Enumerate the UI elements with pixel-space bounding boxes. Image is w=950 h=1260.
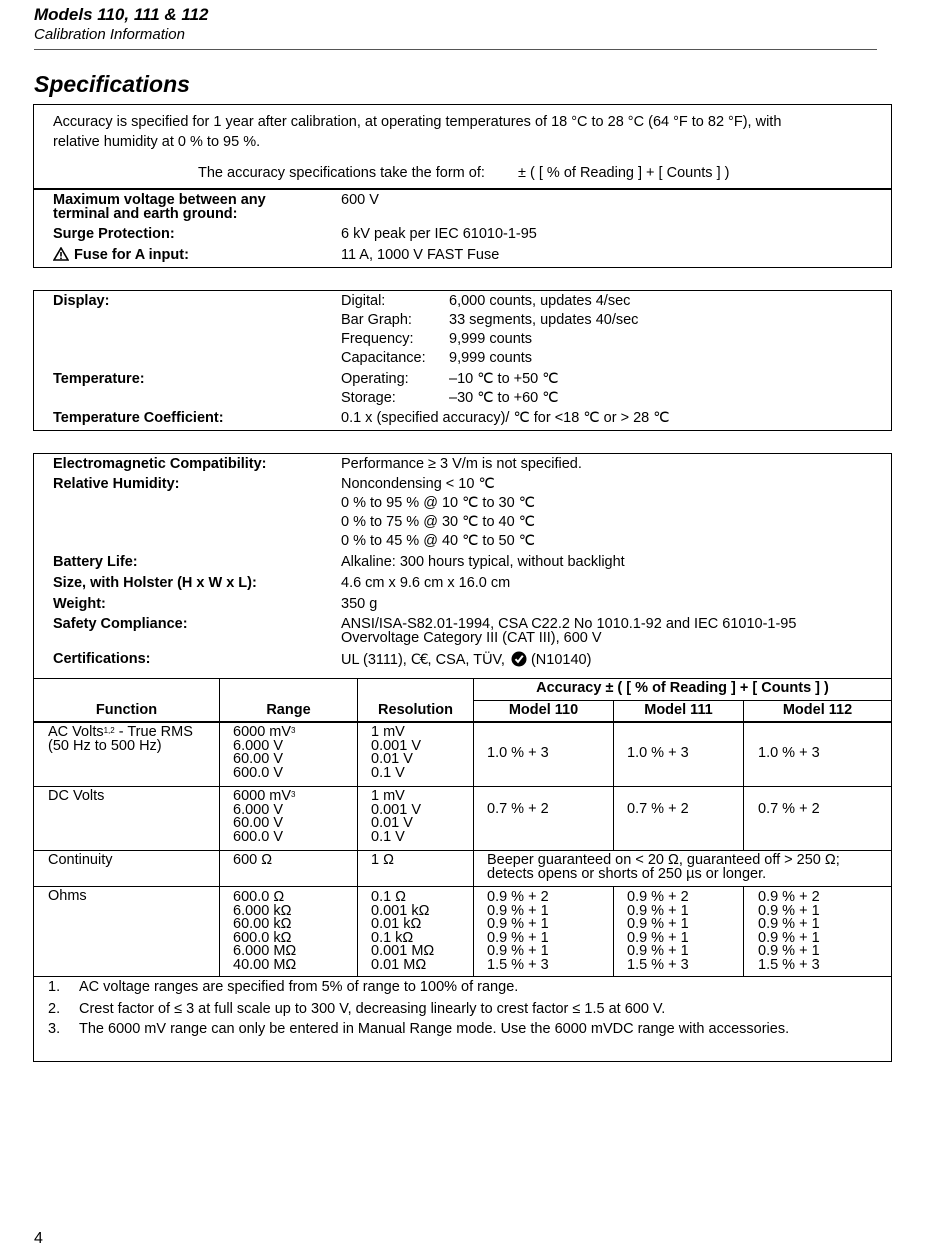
resolution-cell: [371, 891, 434, 973]
accuracy-form-value: ± ( [ % of Reading ] + [ Counts ] ): [518, 165, 730, 181]
continuity-note-1: Beeper guaranteed on < 20 Ω, guaranteed off > 250 Ω;: [487, 852, 840, 868]
resolution-value: 0.001 V: [371, 737, 421, 754]
footnote-ref: 3: [291, 790, 296, 799]
humidity-value: 0 % to 95 % @ 10 ℃ to 30 ℃: [341, 495, 535, 511]
accuracy-value: 0.9 % + 1: [758, 929, 820, 946]
max-voltage-label-2: terminal and earth ground:: [53, 206, 238, 222]
section-title: Specifications: [34, 71, 190, 97]
accuracy-value: 1.5 % + 3: [758, 956, 820, 973]
range-value: 60.00 V: [233, 751, 283, 768]
surge-value: 6 kV peak per IEC 61010-1-95: [341, 226, 537, 242]
size-label: Size, with Holster (H x W x L):: [53, 575, 257, 591]
display-value: 33 segments, updates 40/sec: [449, 312, 639, 328]
accuracy-value: 1.5 % + 3: [627, 956, 689, 973]
note-number: 3.: [48, 1021, 61, 1037]
fuse-label: Fuse for A input:: [74, 247, 189, 263]
table-row-rule: [34, 786, 891, 787]
note-text: The 6000 mV range can only be entered in Manual Range mode. Use the 6000 mVDC range with accessories.: [79, 1021, 790, 1037]
size-value: 4.6 cm x 9.6 cm x 16.0 cm: [341, 575, 511, 591]
range-cell: [233, 891, 296, 973]
resolution-value: 0.001 V: [371, 801, 421, 818]
display-key: Bar Graph:: [341, 312, 412, 328]
accuracy-value: 0.9 % + 1: [627, 943, 689, 960]
accuracy-value: 0.9 % + 1: [487, 902, 549, 919]
range-value: 600.0 Ω: [233, 889, 285, 905]
battery-value: Alkaline: 300 hours typical, without backlight: [341, 554, 625, 570]
range-value: 6000 mV: [233, 788, 292, 804]
function-name: AC Volts: [48, 724, 104, 740]
display-key: Frequency:: [341, 331, 414, 347]
accuracy-value: 0.9 % + 1: [758, 916, 820, 933]
fuse-row-label: [53, 247, 189, 264]
cert-suffix: (N10140): [530, 652, 592, 668]
range-value: 6000 mV: [233, 724, 292, 740]
range-cell: [233, 726, 296, 780]
temperature-value: –30 ℃ to +60 ℃: [449, 390, 559, 406]
accuracy-m112: 1.0 % + 3: [758, 745, 820, 761]
cert-mid: , CSA, TÜV,: [427, 652, 505, 668]
table-accuracy-header: Accuracy ± ( [ % of Reading ] + [ Counts ] ): [536, 680, 829, 696]
resolution-value: 0.01 kΩ: [371, 916, 422, 933]
temp-coeff-label: Temperature Coefficient:: [53, 410, 224, 426]
table-col-rule: [743, 886, 744, 976]
display-value: 6,000 counts, updates 4/sec: [449, 293, 631, 309]
display-value: 9,999 counts: [449, 350, 533, 366]
display-label: Display:: [53, 293, 110, 309]
humidity-label: Relative Humidity:: [53, 476, 180, 492]
accuracy-m110: 0.7 % + 2: [487, 801, 549, 817]
header-subtitle: Calibration Information: [34, 26, 185, 43]
weight-label: Weight:: [53, 596, 106, 612]
accuracy-value: 0.9 % + 2: [627, 889, 689, 905]
table-header-model111: Model 111: [644, 702, 713, 718]
page-number: 4: [34, 1230, 43, 1247]
table-col-rule: [743, 700, 744, 850]
table-header-range: Range: [266, 702, 311, 718]
range-value: 60.00 kΩ: [233, 916, 292, 933]
display-key: Capacitance:: [341, 350, 426, 366]
table-col-rule: [613, 700, 614, 850]
range-value: 6.000 MΩ: [233, 943, 297, 960]
table-accuracy-rule: [474, 700, 891, 701]
accuracy-m111: [627, 891, 689, 973]
accuracy-value: 0.9 % + 1: [627, 916, 689, 933]
fuse-value: 11 A, 1000 V FAST Fuse: [341, 247, 500, 263]
range-value: 600.0 V: [233, 764, 283, 781]
accuracy-intro-line1: Accuracy is specified for 1 year after calibration, at operating temperatures of 18 °C to 28 °C (64 °F to 82 °F), with: [53, 114, 782, 130]
resolution-cell: [371, 790, 421, 844]
accuracy-box: [33, 104, 892, 268]
range-value: 600.0 kΩ: [233, 929, 292, 946]
row-function: Continuity: [48, 852, 113, 868]
note-number: 2.: [48, 1001, 61, 1017]
resolution-cell: [371, 726, 421, 780]
footnote-ref: 3: [291, 726, 296, 735]
accuracy-m111: 0.7 % + 2: [627, 801, 689, 817]
table-col-rule: [473, 678, 474, 976]
range-cell: [233, 790, 296, 844]
range-value: 6.000 V: [233, 737, 283, 754]
note-text: Crest factor of ≤ 3 at full scale up to 300 V, decreasing linearly to crest factor ≤ 1.5 at 600 V.: [79, 1001, 666, 1017]
accuracy-m111: 1.0 % + 3: [627, 745, 689, 761]
table-header-model112: Model 112: [782, 702, 853, 718]
max-voltage-label-1: Maximum voltage between any: [53, 192, 266, 208]
max-voltage-value: 600 V: [341, 192, 379, 208]
ce-mark: C€: [410, 652, 428, 668]
table-header-function: Function: [95, 702, 158, 718]
table-bottom-rule: [34, 976, 891, 977]
resolution-value: 0.01 V: [371, 751, 413, 768]
emc-label: Electromagnetic Compatibility:: [53, 456, 267, 472]
range-value: 6.000 V: [233, 801, 283, 818]
emc-value: Performance ≥ 3 V/m is not specified.: [341, 456, 582, 472]
battery-label: Battery Life:: [53, 554, 138, 570]
temperature-key: Storage:: [341, 390, 396, 406]
table-header-resolution: Resolution: [378, 702, 453, 718]
display-key: Digital:: [341, 293, 386, 309]
table-row-rule: [34, 886, 891, 887]
table-header-model110: Model 110: [508, 702, 579, 718]
accuracy-value: 0.9 % + 1: [487, 929, 549, 946]
accuracy-m112: 0.7 % + 2: [758, 801, 820, 817]
accuracy-value: 0.9 % + 1: [627, 929, 689, 946]
safety-label: Safety Compliance:: [53, 616, 188, 632]
range-value: 6.000 kΩ: [233, 902, 292, 919]
footnote-ref: 1,2: [103, 726, 115, 735]
temperature-value: –10 ℃ to +50 ℃: [449, 371, 559, 387]
table-top-rule: [34, 678, 891, 679]
table-col-rule: [613, 886, 614, 976]
accuracy-m110: 1.0 % + 3: [487, 745, 549, 761]
resolution-value: 0.01 MΩ: [371, 956, 427, 973]
range-value: 40.00 MΩ: [233, 956, 297, 973]
accuracy-intro-line2: relative humidity at 0 % to 95 %.: [53, 134, 261, 150]
accuracy-value: 0.9 % + 1: [758, 943, 820, 960]
table-row-rule: [34, 850, 891, 851]
resolution-value: 0.1 kΩ: [371, 929, 414, 946]
range-value: 600 Ω: [233, 852, 273, 868]
table-col-rule: [219, 678, 220, 976]
accuracy-m112: [758, 891, 820, 973]
header-title: Models 110, 111 & 112: [34, 5, 209, 24]
csa-c-tick-icon: [511, 651, 527, 667]
accuracy-divider: [34, 188, 891, 190]
display-value: 9,999 counts: [449, 331, 533, 347]
humidity-value: 0 % to 45 % @ 40 ℃ to 50 ℃: [341, 533, 535, 549]
accuracy-form-label: The accuracy specifications take the form of:: [198, 165, 485, 181]
table-col-rule: [357, 678, 358, 976]
cert-value: [341, 651, 591, 669]
warning-triangle-icon: [53, 247, 69, 261]
resolution-value: 1 mV: [371, 724, 405, 740]
humidity-value: 0 % to 75 % @ 30 ℃ to 40 ℃: [341, 514, 535, 530]
note-number: 1.: [48, 979, 61, 995]
general-specs-box: [33, 453, 892, 1062]
header-divider: [34, 49, 877, 50]
row-function: Ohms: [48, 888, 87, 904]
accuracy-value: 0.9 % + 1: [627, 902, 689, 919]
temp-coeff-value: 0.1 x (specified accuracy)/ ℃ for <18 ℃ or > 28 ℃: [341, 410, 670, 426]
display-box: [33, 290, 892, 431]
weight-value: 350 g: [341, 596, 378, 612]
resolution-value: 0.001 MΩ: [371, 943, 435, 960]
accuracy-value: 0.9 % + 2: [487, 889, 549, 905]
note-text: AC voltage ranges are specified from 5% of range to 100% of range.: [79, 979, 519, 995]
accuracy-value: 0.9 % + 1: [487, 916, 549, 933]
safety-value-2: Overvoltage Category III (CAT III), 600 V: [341, 630, 602, 646]
resolution-value: 1 mV: [371, 788, 405, 804]
surge-label: Surge Protection:: [53, 226, 175, 242]
temperature-key: Operating:: [341, 371, 409, 387]
temperature-label: Temperature:: [53, 371, 145, 387]
accuracy-value: 0.9 % + 2: [758, 889, 820, 905]
humidity-value: Noncondensing < 10 ℃: [341, 476, 495, 492]
range-value: 60.00 V: [233, 815, 283, 832]
accuracy-value: 0.9 % + 1: [758, 902, 820, 919]
resolution-value: 0.01 V: [371, 815, 413, 832]
function-detail: - True RMS: [114, 724, 193, 740]
row-function-freq: (50 Hz to 500 Hz): [48, 738, 162, 754]
cert-label: Certifications:: [53, 651, 151, 667]
resolution-value: 0.1 V: [371, 764, 405, 781]
row-function: DC Volts: [48, 788, 105, 804]
accuracy-m110: [487, 891, 549, 973]
resolution-value: 0.001 kΩ: [371, 902, 430, 919]
resolution-value: 0.1 V: [371, 828, 405, 845]
continuity-note-2: detects opens or shorts of 250 µs or longer.: [487, 866, 767, 882]
accuracy-value: 1.5 % + 3: [487, 956, 549, 973]
resolution-value: 1 Ω: [371, 852, 394, 868]
accuracy-value: 0.9 % + 1: [487, 943, 549, 960]
table-header-rule: [34, 721, 891, 723]
range-value: 600.0 V: [233, 828, 283, 845]
cert-prefix: UL (3111),: [341, 652, 407, 668]
safety-value-1: ANSI/ISA-S82.01-1994, CSA C22.2 No 1010.1-92 and IEC 61010-1-95: [341, 616, 797, 632]
resolution-value: 0.1 Ω: [371, 889, 407, 905]
